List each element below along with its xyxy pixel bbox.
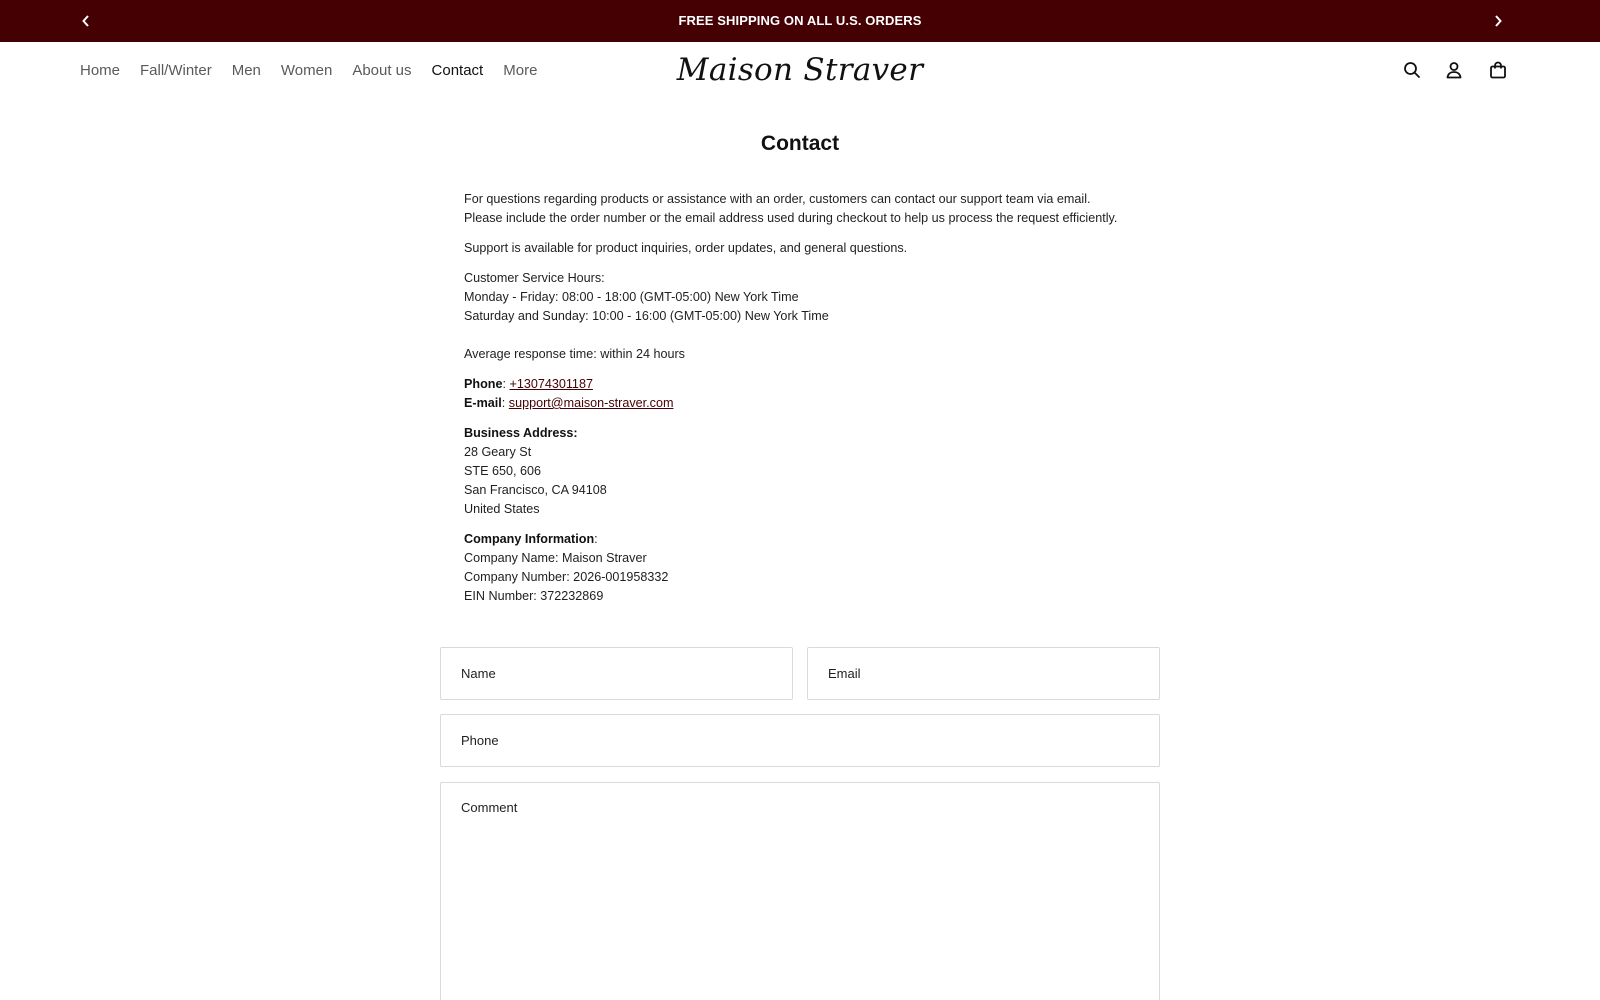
phone-field-box [440,714,1160,767]
cart-icon [1489,61,1507,79]
email-field-box [807,647,1160,700]
company-name: Company Name: Maison Straver [464,551,647,565]
nav-contact[interactable]: Contact [431,61,484,79]
address-line-2: STE 650, 606 [464,464,542,478]
phone-line: Phone: +13074301187 [464,377,593,391]
account-button[interactable] [1442,58,1466,82]
site-header [0,42,1600,98]
phone-link[interactable]: +13074301187 [509,377,593,391]
phone-label: Phone [464,377,503,391]
address-line-4: United States [464,502,540,516]
comment-textarea[interactable] [441,783,1159,1000]
search-icon [1403,61,1421,79]
announcement-next-button[interactable] [1488,11,1508,31]
cart-button[interactable] [1486,58,1510,82]
hours-weekend: Saturday and Sunday: 10:00 - 16:00 (GMT-05:00) New York Time [464,309,829,323]
contact-info [464,190,1184,606]
company-number: Company Number: 2026-001958332 [464,570,669,584]
address-line-1: 28 Geary St [464,445,532,459]
intro-text-line-2: Please include the order number or the email address used during checkout to help us process the request efficiently. [464,211,1118,225]
ein-number: EIN Number: 372232869 [464,589,604,603]
search-button[interactable] [1400,58,1424,82]
email-label: E-mail [464,396,502,410]
hours-heading: Customer Service Hours: [464,271,605,285]
main-nav [80,42,557,98]
chevron-right-icon [1493,15,1503,27]
nav-women[interactable]: Women [280,61,333,79]
brand-logo[interactable]: Maison Straver [676,52,924,88]
name-field-box [440,647,793,700]
nav-about-us[interactable]: About us [352,61,412,79]
phone-input[interactable] [441,715,1159,766]
email-link[interactable]: support@maison-straver.com [508,396,674,410]
address-line-3: San Francisco, CA 94108 [464,483,607,497]
page-title: Contact [760,132,840,155]
company-line: Company Information: [464,532,598,546]
comment-field-box [440,782,1160,1000]
nav-home[interactable]: Home [80,61,121,79]
nav-fall-winter[interactable]: Fall/Winter [140,61,212,79]
company-label: Company Information [464,532,595,546]
account-icon [1445,61,1463,79]
support-text: Support is available for product inquiries, order updates, and general questions. [464,241,908,255]
name-input[interactable] [441,648,792,699]
address-label: Business Address: [464,426,578,440]
email-line: E-mail: support@maison-straver.com [464,396,674,410]
nav-men[interactable]: Men [231,61,261,79]
announcement-text: FREE SHIPPING ON ALL U.S. ORDERS [678,13,922,28]
hours-weekday: Monday - Friday: 08:00 - 18:00 (GMT-05:00) New York Time [464,290,799,304]
announcement-bar [0,0,1600,42]
response-time: Average response time: within 24 hours [464,347,685,361]
nav-more[interactable]: More [503,61,538,79]
intro-text-line-1: For questions regarding products or assistance with an order, customers can contact our support team via email. [464,192,1091,206]
email-input[interactable] [808,648,1159,699]
